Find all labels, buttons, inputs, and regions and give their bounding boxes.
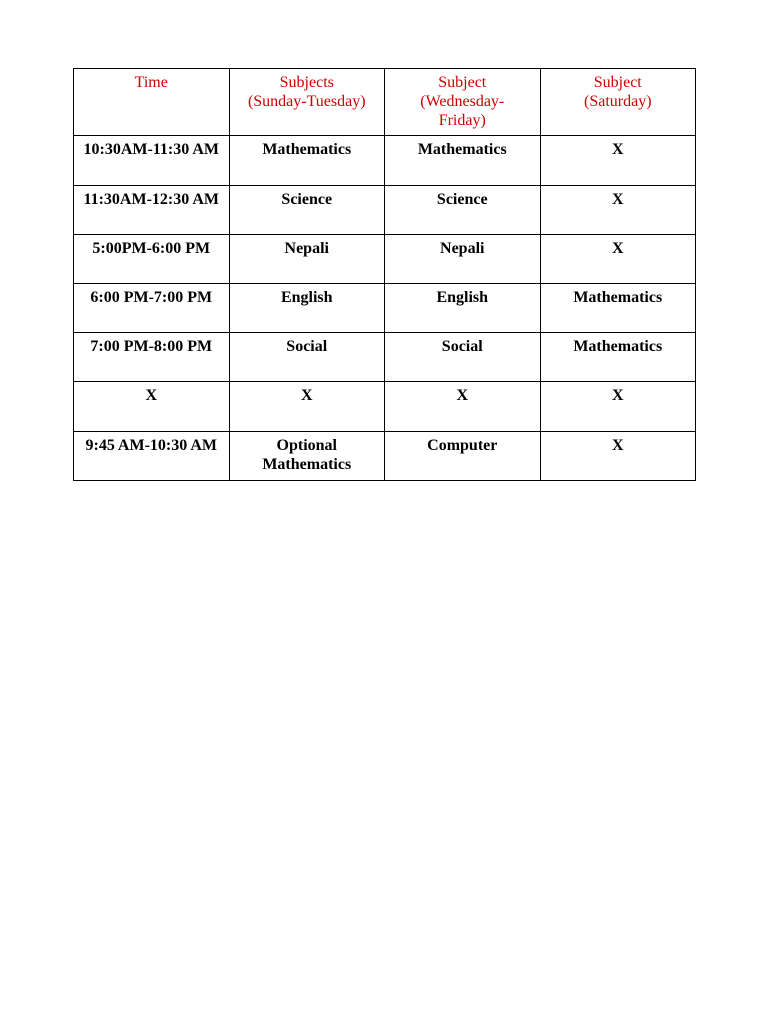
- table-row: [74, 284, 696, 333]
- wednesday-friday-cell: Social: [385, 333, 541, 382]
- saturday-cell: X: [540, 136, 696, 186]
- table-row: [74, 382, 696, 432]
- time-cell: 5:00PM-6:00 PM: [74, 235, 230, 284]
- table-row: [74, 186, 696, 235]
- saturday-cell: X: [540, 432, 696, 481]
- sunday-tuesday-cell: Mathematics: [229, 136, 385, 186]
- header-time-label: Time: [134, 74, 168, 91]
- header-time: [74, 69, 230, 136]
- table-row: [74, 333, 696, 382]
- time-cell: 10:30AM-11:30 AM: [74, 136, 230, 186]
- wednesday-friday-cell: X: [385, 382, 541, 432]
- saturday-cell: X: [540, 235, 696, 284]
- time-cell: X: [74, 382, 230, 432]
- saturday-cell: X: [540, 186, 696, 235]
- time-cell: 7:00 PM-8:00 PM: [74, 333, 230, 382]
- wednesday-friday-cell: Nepali: [385, 235, 541, 284]
- wednesday-friday-cell: Science: [385, 186, 541, 235]
- sunday-tuesday-cell: Optional Mathematics: [229, 432, 385, 481]
- sunday-tuesday-cell: X: [229, 382, 385, 432]
- time-cell: 9:45 AM-10:30 AM: [74, 432, 230, 481]
- table-row: [74, 432, 696, 481]
- sunday-tuesday-cell: Nepali: [229, 235, 385, 284]
- time-cell: 6:00 PM-7:00 PM: [74, 284, 230, 333]
- time-cell: 11:30AM-12:30 AM: [74, 186, 230, 235]
- saturday-cell: X: [540, 382, 696, 432]
- table-row: [74, 235, 696, 284]
- wednesday-friday-cell: English: [385, 284, 541, 333]
- wednesday-friday-cell: Mathematics: [385, 136, 541, 186]
- header-saturday-label: Subject (Saturday): [583, 74, 652, 110]
- header-saturday: [540, 69, 696, 136]
- table-row: [74, 136, 696, 186]
- header-row: [74, 69, 696, 136]
- sunday-tuesday-cell: English: [229, 284, 385, 333]
- sunday-tuesday-cell: Science: [229, 186, 385, 235]
- saturday-cell: Mathematics: [540, 284, 696, 333]
- header-sunday-tuesday-label: Subjects (Sunday-Tuesday): [247, 74, 366, 110]
- saturday-cell: Mathematics: [540, 333, 696, 382]
- wednesday-friday-cell: Computer: [385, 432, 541, 481]
- class-schedule-table: [73, 68, 696, 481]
- header-sunday-tuesday: [229, 69, 385, 136]
- header-wednesday-friday: [385, 69, 541, 136]
- sunday-tuesday-cell: Social: [229, 333, 385, 382]
- header-wednesday-friday-label: Subject (Wednesday- Friday): [420, 74, 505, 129]
